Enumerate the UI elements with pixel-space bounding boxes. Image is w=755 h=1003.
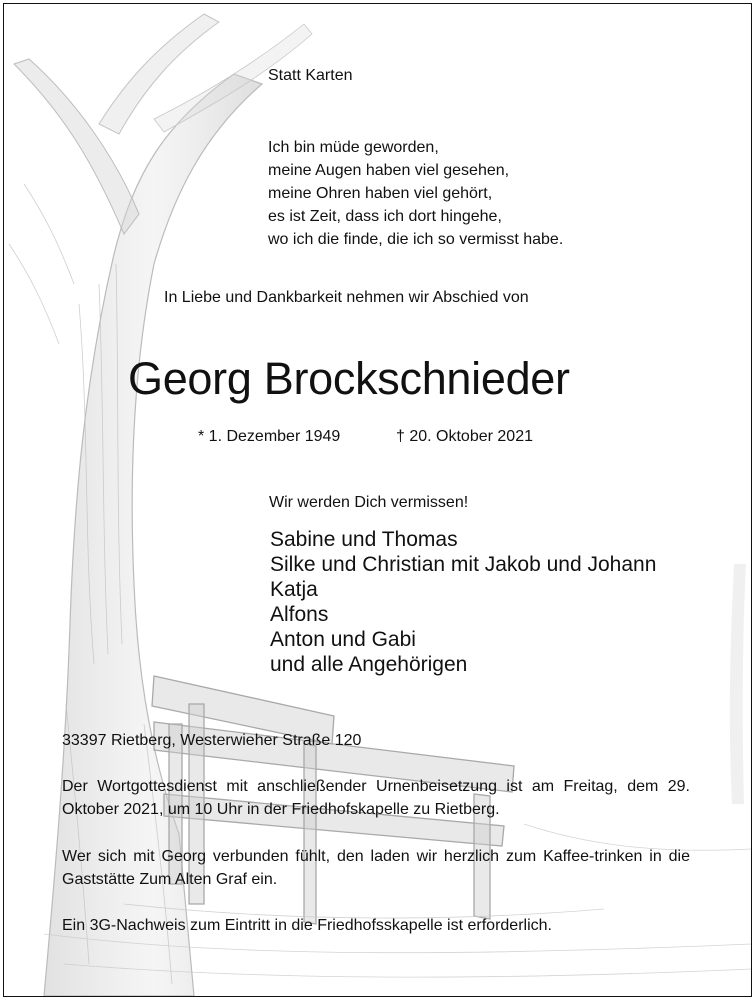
family-member: Alfons: [270, 603, 329, 626]
family-member: Sabine und Thomas: [270, 528, 458, 551]
birth-date: * 1. Dezember 1949: [198, 428, 341, 445]
deceased-name: Georg Brockschnieder: [128, 353, 570, 404]
family-list: [270, 527, 656, 677]
family-member: und alle Angehörigen: [270, 653, 468, 676]
miss-line: Wir werden Dich vermissen!: [269, 494, 469, 511]
poem-line: wo ich die finde, die ich so vermisst habe.: [268, 231, 564, 248]
family-member: Silke und Christian mit Jakob und Johann: [270, 553, 657, 576]
coffee-invitation: Wer sich mit Georg verbunden fühlt, den laden wir herzlich zum Kaffee-trinken in die Gaststätte Zum Alten Graf ein.: [62, 848, 690, 888]
address: 33397 Rietberg, Westerwieher Straße 120: [62, 732, 362, 749]
poem-line: es ist Zeit, dass ich dort hingehe,: [268, 208, 502, 225]
family-member: Anton und Gabi: [270, 628, 416, 651]
statt-karten: Statt Karten: [268, 67, 353, 84]
poem-line: meine Ohren haben viel gehört,: [268, 185, 493, 202]
service-info: Der Wortgottesdienst mit anschließender Urnenbeisetzung ist am Freitag, dem 29. Oktober 2021, um 10 Uhr in der Friedhofskapelle zu Rietberg.: [62, 778, 690, 818]
poem: [268, 136, 563, 251]
poem-line: meine Augen haben viel gesehen,: [268, 162, 510, 179]
poem-line: Ich bin müde geworden,: [268, 139, 439, 156]
family-member: Katja: [270, 578, 318, 601]
obituary-card: [3, 3, 752, 997]
covid-notice: Ein 3G-Nachweis zum Eintritt in die Friedhofsskapelle ist erforderlich.: [62, 917, 552, 934]
death-date: † 20. Oktober 2021: [396, 428, 533, 445]
farewell-line: In Liebe und Dankbarkeit nehmen wir Abschied von: [164, 289, 529, 306]
